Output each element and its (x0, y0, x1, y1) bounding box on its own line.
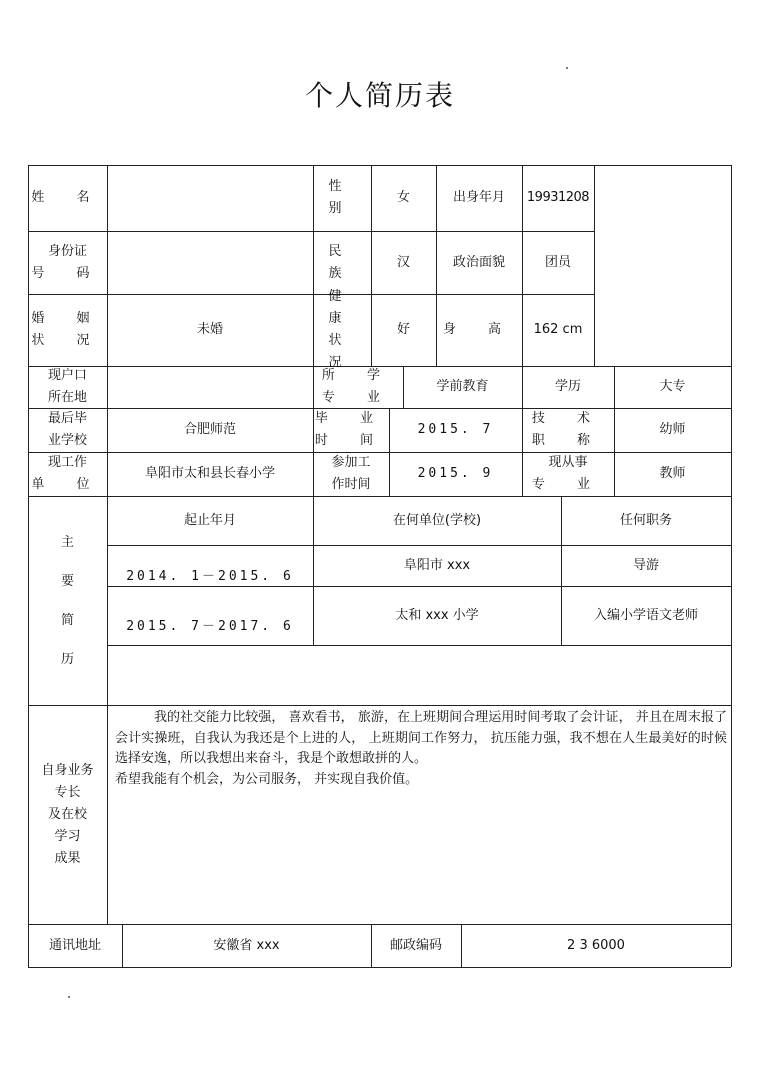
health-label-line1: 健 康 (328, 289, 356, 326)
grid-line (28, 705, 731, 706)
table-border (731, 165, 732, 967)
address-label: 通讯地址 (48, 937, 101, 953)
title-value: 幼师 (659, 422, 686, 437)
school-label (28, 408, 107, 452)
birth-label: 出身年月 (452, 190, 505, 205)
self-eval-paragraph: 希望我能有个机会，为公司服务， 并实现自我价值。 (115, 771, 419, 787)
birth-value: 19931208 (526, 190, 590, 205)
height-label: 身 高 (442, 322, 516, 337)
resume-row-period: 2014. 1－2015. 6 (126, 569, 294, 584)
hukou-label (28, 366, 107, 408)
health-label-line2: 状 况 (328, 333, 356, 370)
edu-value: 大专 (659, 379, 686, 394)
name-label: 姓 名 (31, 190, 104, 205)
self-eval-paragraph: 我的社交能力比较强， 喜欢看书， 旅游，在上班期间合理运用时间考取了会计证， 并且在周末报了会计实操班，自我认为我还是个上进的人， 上班期间工作努力， 抗压能力强，我不想在人生最美好的时候选择安逸，所以我想出来奋斗，我是个敢想敢拼的人。 (115, 710, 727, 766)
resume-row-unit: 阜阳市 xxx (403, 557, 471, 573)
self-eval-label-line: 成果 (54, 850, 81, 866)
major-label-line1: 所 学 (321, 368, 395, 383)
school-label-line2: 业学校 (47, 433, 87, 448)
major-label (313, 366, 403, 408)
work-label (28, 452, 107, 496)
self-eval-label-line: 专长 (54, 784, 81, 800)
hukou-label-line1: 现户口 (47, 368, 87, 383)
political-value: 团员 (544, 254, 571, 270)
startwork-label-line1: 参加工 (331, 455, 371, 470)
marital-label (28, 294, 107, 366)
self-eval-label-line: 自身业务 (41, 762, 94, 778)
name-field[interactable] (107, 165, 313, 231)
hukou-label-line2: 所在地 (47, 390, 87, 405)
self-eval-label-line: 学习 (54, 828, 81, 844)
resume-row-position: 入编小学语文老师 (593, 607, 698, 623)
self-eval-text (115, 708, 727, 790)
startwork-label (313, 452, 389, 496)
scan-dot (68, 996, 70, 998)
startwork-value: 2015. 9 (417, 466, 494, 481)
id-label-line1: 身份证 (47, 243, 87, 259)
id-label-line2: 号 码 (31, 265, 104, 281)
ethnic-value: 汉 (396, 254, 410, 270)
self-eval-label-line: 及在校 (47, 806, 87, 822)
resume-row-unit: 太和 xxx 小学 (395, 607, 479, 623)
scan-dot (566, 67, 568, 69)
table-border (28, 967, 731, 968)
curmajor-label-line2: 专 业 (531, 477, 605, 492)
title-label-line2: 职 称 (531, 433, 605, 448)
resume-side-char: 主 (60, 534, 74, 550)
curmajor-value: 教师 (659, 466, 686, 481)
resume-header-period: 起止年月 (183, 512, 236, 528)
height-value: 162 cm (533, 322, 583, 337)
resume-side-char: 要 (60, 573, 74, 589)
title-label (522, 408, 614, 452)
school-label-line1: 最后毕 (47, 411, 87, 426)
title-label-line1: 技 术 (531, 411, 605, 426)
address-value: 安徽省 xxx (213, 937, 280, 953)
health-label (313, 289, 371, 370)
resume-row-position: 导游 (632, 557, 659, 573)
curmajor-label (522, 452, 614, 496)
id-number-field[interactable] (107, 231, 313, 294)
major-value: 学前教育 (436, 379, 489, 394)
grid-line (107, 645, 731, 646)
resume-side-char: 历 (60, 651, 74, 667)
marital-label-line2: 状 况 (31, 333, 104, 348)
marital-label-line1: 婚 姻 (31, 311, 104, 326)
resume-header-unit: 在何单位(学校) (392, 512, 482, 528)
grad-label-line1: 毕 业 (314, 411, 388, 426)
postcode-label: 邮政编码 (389, 937, 442, 953)
grad-label-line2: 时 间 (314, 433, 388, 448)
self-eval-label (28, 705, 107, 924)
startwork-label-line2: 作时间 (331, 477, 371, 492)
gender-value: 女 (396, 190, 410, 205)
resume-header-position: 任何职务 (619, 512, 672, 528)
id-label (28, 231, 107, 294)
health-value: 好 (396, 322, 410, 337)
work-label-line1: 现工作 (47, 455, 87, 470)
ethnic-label: 民 族 (328, 243, 356, 281)
curmajor-label-line1: 现从事 (548, 455, 588, 470)
resume-row-period: 2015. 7－2017. 6 (126, 618, 294, 634)
postcode-value: 2 3 6000 (567, 937, 625, 953)
grad-value: 2015. 7 (417, 422, 494, 437)
work-label-line2: 单 位 (31, 477, 104, 492)
resume-side-label (28, 496, 107, 705)
marital-value: 未婚 (196, 322, 223, 337)
major-label-line2: 专 业 (321, 390, 395, 405)
grad-label (313, 408, 389, 452)
photo-box[interactable] (594, 165, 731, 366)
political-label: 政治面貌 (452, 254, 505, 270)
edu-label: 学历 (554, 379, 581, 394)
gender-label: 性 别 (328, 179, 356, 216)
work-value: 阜阳市太和县长春小学 (144, 466, 275, 481)
school-value: 合肥师范 (183, 422, 236, 437)
hukou-field[interactable] (107, 366, 313, 408)
resume-side-char: 简 (60, 612, 74, 628)
page-title: 个人简历表 (304, 79, 455, 112)
